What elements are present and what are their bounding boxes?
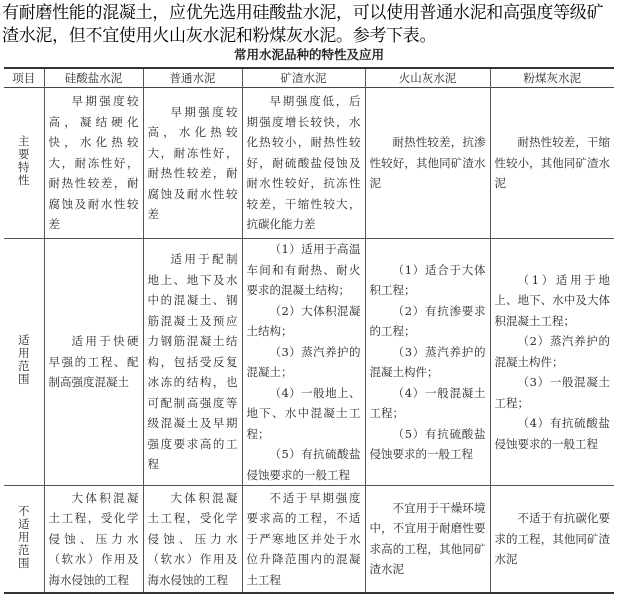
table-caption: 常用水泥品种的特性及应用 bbox=[233, 47, 384, 62]
table-cell: 耐热性较差，抗渗性较好，其他同矿渣水泥 bbox=[365, 88, 490, 239]
table-cell: 早期强度较高，凝结硬化快，水化热较大，耐冻性好，耐热性较差，耐腐蚀及耐水性较差 bbox=[44, 88, 143, 239]
table-cell: 不宜用于干燥环境中，不宜用于耐磨性要求高的工程，其他同矿渣水泥 bbox=[365, 486, 490, 593]
header-portland-cement: 硅酸盐水泥 bbox=[44, 68, 143, 88]
table-cell: 适用于配制地上、地下及水中的混凝土、钢筋混凝土及预应力钢筋混凝土结构，包括受反复冰冻的结构，也可配制高强度等级混凝土及早期强度要求高的工程 bbox=[143, 239, 242, 486]
table-header-row bbox=[4, 68, 614, 88]
table-row-not-applicable-scope bbox=[4, 486, 614, 593]
row-label: 适用范围 bbox=[4, 239, 44, 486]
header-slag-cement: 矿渣水泥 bbox=[242, 68, 365, 88]
table-cell: 早期强度低，后期强度增长较快，水化热较小，耐热性较好，耐硫酸盐侵蚀及耐水性较好，抗冻性较差，干缩性较大，抗碳化能力差 bbox=[242, 88, 365, 239]
header-item: 项目 bbox=[4, 68, 44, 88]
cement-properties-table bbox=[4, 67, 614, 594]
table-cell: 大体积混凝土工程，受化学侵蚀、压力水（软水）作用及海水侵蚀的工程 bbox=[143, 486, 242, 593]
table-cell: 大体积混凝土工程，受化学侵蚀、压力水（软水）作用及海水侵蚀的工程 bbox=[44, 486, 143, 593]
table-row-applicable-scope bbox=[4, 239, 614, 486]
header-ordinary-cement: 普通水泥 bbox=[143, 68, 242, 88]
table-cell: （1）适用于高温车间和有耐热、耐火要求的混凝土结构； （2）大体积混凝土结构； （3）蒸汽养护的混凝土； （4）一般地上、地下、水中混凝土工程； （5）有抗硫酸盐侵蚀要求的一般工程 bbox=[242, 239, 365, 486]
table-cell: （1）适用于地上、地下、水中及大体积混凝土工程； （2）蒸汽养护的混凝土构件； （3）一般混凝土工程； （4）有抗硫酸盐侵蚀要求的一般工程 bbox=[490, 239, 614, 486]
table-row-main-properties bbox=[4, 88, 614, 239]
table-cell: 耐热性较差，干缩性较小，其他同矿渣水泥 bbox=[490, 88, 614, 239]
table-cell: 不适于早期强度要求高的工程，不适于严寒地区并处于水位升降范围内的混凝土工程 bbox=[242, 486, 365, 593]
table-cell: 早期强度较高，水化热较大，耐冻性好，耐热性较差，耐腐蚀及耐水性较差 bbox=[143, 88, 242, 239]
table-cell: （1）适合于大体积工程； （2）有抗渗要求的工程； （3）蒸汽养护的混凝土构件； （4）一般混凝土工程； （5）有抗硫酸盐侵蚀要求的一般工程 bbox=[365, 239, 490, 486]
header-flyash-cement: 粉煤灰水泥 bbox=[490, 68, 614, 88]
table-cell: 不适于有抗碳化要求的工程，其他同矿渣水泥 bbox=[490, 486, 614, 593]
table-cell: 适用于快硬早强的工程、配制高强度混凝土 bbox=[44, 239, 143, 486]
intro-paragraph: 有耐磨性能的混凝土，应优先选用硅酸盐水泥，可以使用普通水泥和高强度等级矿渣水泥，但不宜使用火山灰水泥和粉煤灰水泥。参考下表。 bbox=[2, 3, 604, 46]
row-label: 不适用范围 bbox=[4, 486, 44, 593]
row-label: 主要特性 bbox=[4, 88, 44, 239]
header-pozzolan-cement: 火山灰水泥 bbox=[365, 68, 490, 88]
